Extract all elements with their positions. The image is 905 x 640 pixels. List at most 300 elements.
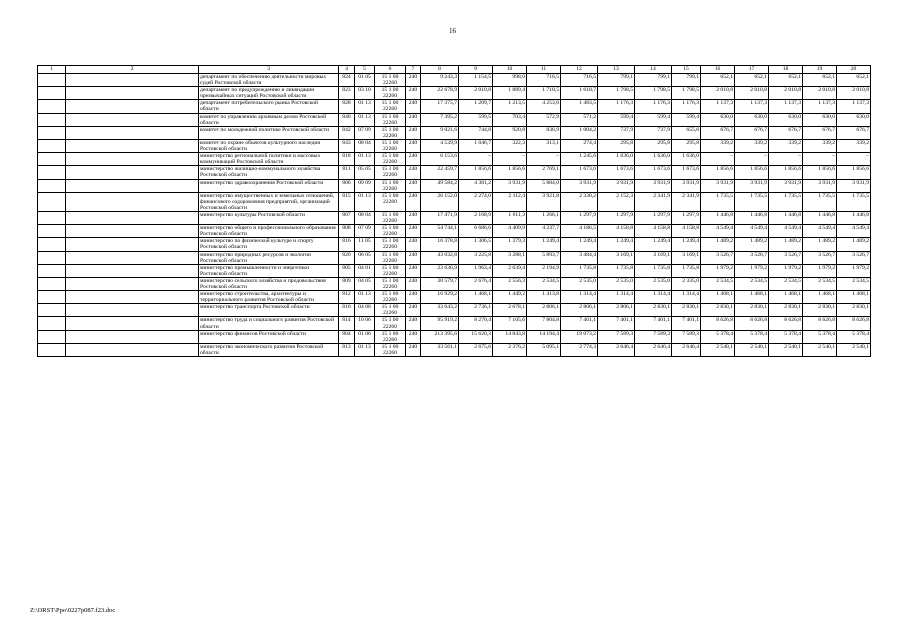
cell-amount: 2 341,9 xyxy=(672,192,701,211)
cell-ministry-code: 813 xyxy=(339,343,355,356)
cell-amount: 1 297,9 xyxy=(635,211,672,224)
cell-amount: 3 526,7 xyxy=(701,251,735,264)
cell-expense-type: 240 xyxy=(406,317,421,330)
cell-amount: 4 409,9 xyxy=(493,225,527,238)
cell-target-code: 15 1 00 22260 xyxy=(375,304,406,317)
cell-executor-name: министерство здравоохранения Ростовской области xyxy=(199,179,339,192)
cell-amount: 8 270,4 xyxy=(459,317,493,330)
table-row xyxy=(38,291,871,304)
cell-expense-type: 240 xyxy=(406,100,421,113)
table-row xyxy=(38,317,871,330)
cell-amount: 7 395,2 xyxy=(421,113,459,126)
cell-executor-name: министерство транспорта Ростовской области xyxy=(199,304,339,317)
cell-section-code: 04 05 xyxy=(355,277,375,290)
cell-amount: – xyxy=(837,153,871,166)
table-row xyxy=(38,113,871,126)
cell-amount: 676,7 xyxy=(769,126,803,139)
cell-amount: 1 446,8 xyxy=(701,211,735,224)
cell-target-code: 15 1 00 22260 xyxy=(375,166,406,179)
cell-expense-type: 240 xyxy=(406,291,421,304)
cell-amount: 7 401,1 xyxy=(561,317,598,330)
cell-amount: 6 153,6 xyxy=(421,153,459,166)
cell-col-1 xyxy=(38,192,66,211)
column-number-header: 16 xyxy=(701,66,735,74)
cell-amount: 599,4 xyxy=(672,113,701,126)
header-row xyxy=(38,66,871,74)
cell-amount: 572,9 xyxy=(527,113,561,126)
cell-amount: 8 626,8 xyxy=(803,317,837,330)
cell-amount: 652,1 xyxy=(769,74,803,87)
cell-amount: 1 413,8 xyxy=(527,291,561,304)
cell-section-code: 07 09 xyxy=(355,225,375,238)
cell-amount: 22 459,7 xyxy=(421,166,459,179)
cell-amount: 1 137,3 xyxy=(701,100,735,113)
cell-col-1 xyxy=(38,74,66,87)
cell-amount: 1 468,1 xyxy=(701,291,735,304)
cell-amount: 599,5 xyxy=(459,113,493,126)
cell-amount: 737,9 xyxy=(598,126,635,139)
cell-amount: 1 306,5 xyxy=(459,238,493,251)
column-number-header: 18 xyxy=(769,66,803,74)
cell-amount: 9 243,3 xyxy=(421,74,459,87)
cell-amount: 3 921,8 xyxy=(527,192,561,211)
cell-section-code: 10 06 xyxy=(355,317,375,330)
cell-amount: 630,0 xyxy=(803,113,837,126)
cell-amount: 15 620,3 xyxy=(459,330,493,343)
cell-col-2 xyxy=(66,238,199,251)
cell-amount: 2 540,1 xyxy=(837,343,871,356)
column-number-header: 17 xyxy=(735,66,769,74)
cell-amount: 716,5 xyxy=(561,74,598,87)
cell-amount: 1 449,2 xyxy=(493,291,527,304)
column-number-header: 14 xyxy=(635,66,672,74)
cell-amount: 1 446,8 xyxy=(769,211,803,224)
cell-ministry-code: 808 xyxy=(339,225,355,238)
cell-amount: 4 549,4 xyxy=(769,225,803,238)
cell-amount: 2 540,1 xyxy=(803,343,837,356)
table-row xyxy=(38,277,871,290)
cell-col-2 xyxy=(66,291,199,304)
cell-amount: – xyxy=(803,153,837,166)
cell-amount: 339,2 xyxy=(803,139,837,152)
cell-amount: 1 137,3 xyxy=(769,100,803,113)
cell-amount: 3 931,9 xyxy=(672,179,701,192)
cell-amount: 30 579,7 xyxy=(421,277,459,290)
cell-amount: – xyxy=(735,153,769,166)
cell-amount: 2 010,8 xyxy=(769,87,803,100)
cell-amount: 1 856,6 xyxy=(735,166,769,179)
cell-amount: 2 341,9 xyxy=(635,192,672,211)
column-number-header: 11 xyxy=(527,66,561,74)
cell-amount: 5 378,4 xyxy=(701,330,735,343)
cell-amount: 2 646,4 xyxy=(672,343,701,356)
cell-amount: 676,7 xyxy=(735,126,769,139)
cell-target-code: 15 1 00 22260 xyxy=(375,264,406,277)
cell-executor-name: министерство общего и профессионального образования Ростовской области xyxy=(199,225,339,238)
cell-amount: 2 534,5 xyxy=(837,277,871,290)
cell-amount: 652,1 xyxy=(735,74,769,87)
cell-amount: 1 963,4 xyxy=(459,264,493,277)
cell-executor-name: департамент по предупреждению и ликвидации чрезвычайных ситуаций Ростовской области xyxy=(199,87,339,100)
cell-col-2 xyxy=(66,166,199,179)
cell-amount: 3 225,8 xyxy=(459,251,493,264)
cell-col-1 xyxy=(38,304,66,317)
cell-amount: 630,0 xyxy=(769,113,803,126)
cell-amount: 4 549,4 xyxy=(837,225,871,238)
cell-col-1 xyxy=(38,166,66,179)
cell-executor-name: департамент потребительского рынка Ростовской области xyxy=(199,100,339,113)
cell-amount: 274,4 xyxy=(561,139,598,152)
cell-target-code: 15 1 00 22260 xyxy=(375,291,406,304)
cell-executor-name: комитет по охране объектов культурного наследия Ростовской области xyxy=(199,139,339,152)
cell-amount: 2 535,0 xyxy=(598,277,635,290)
cell-amount: 3 526,7 xyxy=(735,251,769,264)
cell-amount: 2 540,1 xyxy=(735,343,769,356)
cell-ministry-code: 805 xyxy=(339,264,355,277)
cell-executor-name: министерство жилищно-коммунального хозяйства Ростовской области xyxy=(199,166,339,179)
cell-section-code: 01 13 xyxy=(355,153,375,166)
cell-ministry-code: 814 xyxy=(339,317,355,330)
cell-amount: 4 158,8 xyxy=(598,225,635,238)
cell-section-code: 07 09 xyxy=(355,126,375,139)
cell-amount: 1 446,8 xyxy=(735,211,769,224)
cell-target-code: 15 1 00 22260 xyxy=(375,113,406,126)
cell-ministry-code: 815 xyxy=(339,192,355,211)
cell-expense-type: 240 xyxy=(406,238,421,251)
cell-amount: 95 919,2 xyxy=(421,317,459,330)
cell-col-1 xyxy=(38,87,66,100)
column-number-header: 7 xyxy=(406,66,421,74)
table-row xyxy=(38,251,871,264)
cell-amount: 599,4 xyxy=(635,113,672,126)
cell-amount: 4 549,4 xyxy=(735,225,769,238)
cell-col-2 xyxy=(66,179,199,192)
cell-executor-name: министерство строительства, архитектуры и территориального развития Ростовской области xyxy=(199,291,339,304)
cell-amount: 1 798,5 xyxy=(635,87,672,100)
cell-amount: 655,6 xyxy=(672,126,701,139)
cell-target-code: 15 1 00 22260 xyxy=(375,225,406,238)
cell-amount: 1 176,3 xyxy=(635,100,672,113)
cell-amount: – xyxy=(459,153,493,166)
cell-section-code: 01 13 xyxy=(355,192,375,211)
cell-amount: 1 249,4 xyxy=(635,238,672,251)
cell-target-code: 15 1 00 22260 xyxy=(375,100,406,113)
cell-amount: 2 376,2 xyxy=(493,343,527,356)
cell-section-code: 09 09 xyxy=(355,179,375,192)
cell-col-2 xyxy=(66,251,199,264)
cell-amount: 1 314,4 xyxy=(561,291,598,304)
cell-expense-type: 240 xyxy=(406,126,421,139)
cell-amount: 1 489,2 xyxy=(769,238,803,251)
cell-amount: 1 266,1 xyxy=(527,211,561,224)
cell-amount: 1 611,3 xyxy=(493,211,527,224)
cell-col-2 xyxy=(66,113,199,126)
cell-amount: 1 137,3 xyxy=(803,100,837,113)
cell-amount: 2 556,3 xyxy=(493,277,527,290)
column-number-header: 6 xyxy=(375,66,406,74)
cell-amount: 2 646,4 xyxy=(598,343,635,356)
table-row xyxy=(38,264,871,277)
cell-ministry-code: 828 xyxy=(339,100,355,113)
cell-amount: 2 806,1 xyxy=(598,304,635,317)
cell-amount: 3 526,7 xyxy=(837,251,871,264)
cell-ministry-code: 820 xyxy=(339,251,355,264)
cell-amount: 295,8 xyxy=(672,139,701,152)
cell-target-code: 15 1 00 22260 xyxy=(375,343,406,356)
table-row xyxy=(38,74,871,87)
cell-amount: 9 021,6 xyxy=(421,126,459,139)
cell-amount: 3 931,9 xyxy=(837,179,871,192)
cell-amount: 1 483,5 xyxy=(561,100,598,113)
cell-amount: – xyxy=(701,153,735,166)
cell-amount: 1 735,5 xyxy=(735,192,769,211)
table-row xyxy=(38,225,871,238)
cell-amount: 836,9 xyxy=(527,126,561,139)
cell-amount: 1 735,5 xyxy=(769,192,803,211)
column-number-header: 12 xyxy=(561,66,598,74)
cell-amount: 22 678,9 xyxy=(421,87,459,100)
cell-ministry-code: 807 xyxy=(339,211,355,224)
cell-amount: 1 245,6 xyxy=(561,153,598,166)
cell-amount: 1 468,1 xyxy=(459,291,493,304)
cell-col-2 xyxy=(66,225,199,238)
cell-amount: 17 471,9 xyxy=(421,211,459,224)
cell-amount: 1 213,5 xyxy=(493,100,527,113)
cell-amount: 7 589,3 xyxy=(672,330,701,343)
column-number-header: 10 xyxy=(493,66,527,74)
cell-amount: 8 626,8 xyxy=(701,317,735,330)
cell-amount: 1 468,1 xyxy=(837,291,871,304)
cell-amount: 1 046,7 xyxy=(459,139,493,152)
cell-amount: 4 186,5 xyxy=(561,225,598,238)
column-number-header: 4 xyxy=(339,66,355,74)
cell-amount: 2 646,4 xyxy=(635,343,672,356)
cell-expense-type: 240 xyxy=(406,113,421,126)
cell-amount: 2 830,1 xyxy=(803,304,837,317)
cell-target-code: 15 1 00 22260 xyxy=(375,251,406,264)
cell-executor-name: министерство труда и социального развития Ростовской области xyxy=(199,317,339,330)
cell-executor-name: министерство промышленности и энергетики Ростовской области xyxy=(199,264,339,277)
table-row xyxy=(38,211,871,224)
cell-amount: 7 401,1 xyxy=(672,317,701,330)
page-number: 16 xyxy=(449,27,456,35)
cell-executor-name: министерство финансов Ростовской области xyxy=(199,330,339,343)
cell-executor-name: комитет по управлению архивным делом Ростовской области xyxy=(199,113,339,126)
cell-col-1 xyxy=(38,139,66,152)
cell-amount: 3 484,4 xyxy=(561,251,598,264)
cell-col-2 xyxy=(66,139,199,152)
cell-amount: 2 806,1 xyxy=(561,304,598,317)
cell-amount: 2 274,0 xyxy=(459,192,493,211)
cell-amount: 1 979,2 xyxy=(803,264,837,277)
cell-col-2 xyxy=(66,211,199,224)
cell-amount: 2 534,5 xyxy=(527,277,561,290)
cell-amount: 49 584,2 xyxy=(421,179,459,192)
cell-amount: 7 401,1 xyxy=(635,317,672,330)
cell-col-2 xyxy=(66,87,199,100)
cell-amount: 676,7 xyxy=(701,126,735,139)
cell-expense-type: 240 xyxy=(406,330,421,343)
cell-amount: 313,1 xyxy=(527,139,561,152)
cell-amount: 2 534,5 xyxy=(769,277,803,290)
cell-amount: 1 673,6 xyxy=(598,166,635,179)
cell-section-code: 08 04 xyxy=(355,139,375,152)
cell-amount: 33 561,1 xyxy=(421,343,459,356)
cell-amount: 8 626,8 xyxy=(769,317,803,330)
cell-amount: 3 931,9 xyxy=(598,179,635,192)
cell-amount: – xyxy=(493,153,527,166)
cell-col-1 xyxy=(38,277,66,290)
table-row xyxy=(38,87,871,100)
cell-col-2 xyxy=(66,264,199,277)
cell-section-code: 01 05 xyxy=(355,74,375,87)
cell-amount: 3 931,9 xyxy=(635,179,672,192)
cell-amount: 7 589,3 xyxy=(598,330,635,343)
column-number-header: 1 xyxy=(38,66,66,74)
cell-amount: 16 378,8 xyxy=(421,238,459,251)
cell-amount: 652,1 xyxy=(803,74,837,87)
column-number-header: 9 xyxy=(459,66,493,74)
cell-amount: 26 152,0 xyxy=(421,192,459,211)
cell-executor-name: департамент по обеспечению деятельности мировых судей Ростовской области xyxy=(199,74,339,87)
cell-amount: 744,8 xyxy=(459,126,493,139)
cell-amount: 8 626,8 xyxy=(735,317,769,330)
cell-amount: 1 673,6 xyxy=(635,166,672,179)
cell-amount: 799,1 xyxy=(635,74,672,87)
cell-col-2 xyxy=(66,317,199,330)
cell-amount: 3 169,1 xyxy=(672,251,701,264)
cell-amount: 1 979,2 xyxy=(769,264,803,277)
cell-amount: 1 249,4 xyxy=(672,238,701,251)
cell-amount: 1 735,8 xyxy=(561,264,598,277)
column-number-header: 2 xyxy=(66,66,199,74)
cell-amount: 4 237,7 xyxy=(527,225,561,238)
cell-executor-name: министерство по физической культуре и спорту Ростовской области xyxy=(199,238,339,251)
cell-amount: 33 643,2 xyxy=(421,304,459,317)
cell-amount: 2 676,4 xyxy=(459,277,493,290)
cell-ministry-code: 818 xyxy=(339,153,355,166)
cell-amount: 4 549,4 xyxy=(803,225,837,238)
cell-amount: 1 856,6 xyxy=(459,166,493,179)
cell-amount: 1 137,3 xyxy=(837,100,871,113)
cell-amount: 737,9 xyxy=(635,126,672,139)
cell-amount: 2 830,1 xyxy=(837,304,871,317)
cell-amount: 2 010,8 xyxy=(459,87,493,100)
cell-amount: 630,0 xyxy=(735,113,769,126)
cell-amount: 322,3 xyxy=(493,139,527,152)
cell-amount: 8 626,8 xyxy=(837,317,871,330)
cell-executor-name: комитет по молодежной политике Ростовской области xyxy=(199,126,339,139)
cell-amount: 1 673,6 xyxy=(672,166,701,179)
cell-target-code: 15 1 00 22260 xyxy=(375,317,406,330)
cell-amount: 652,1 xyxy=(701,74,735,87)
cell-amount: 920,8 xyxy=(493,126,527,139)
cell-ministry-code: 809 xyxy=(339,277,355,290)
table-row xyxy=(38,238,871,251)
cell-amount: 2 330,2 xyxy=(561,192,598,211)
cell-amount: 1 856,6 xyxy=(803,166,837,179)
table-row xyxy=(38,153,871,166)
cell-amount: 1 798,5 xyxy=(598,87,635,100)
cell-amount: 3 169,1 xyxy=(598,251,635,264)
cell-amount: 295,8 xyxy=(598,139,635,152)
cell-amount: 2 010,8 xyxy=(735,87,769,100)
cell-expense-type: 240 xyxy=(406,139,421,152)
cell-amount: 5 378,4 xyxy=(769,330,803,343)
cell-amount: 3 931,9 xyxy=(803,179,837,192)
cell-amount: 3 288,1 xyxy=(493,251,527,264)
column-number-header: 20 xyxy=(837,66,871,74)
cell-col-1 xyxy=(38,113,66,126)
cell-amount: 1 468,1 xyxy=(803,291,837,304)
cell-col-1 xyxy=(38,153,66,166)
cell-col-2 xyxy=(66,126,199,139)
cell-amount: 1 489,2 xyxy=(735,238,769,251)
cell-amount: 2 540,1 xyxy=(701,343,735,356)
column-number-header: 15 xyxy=(672,66,701,74)
cell-amount: 339,2 xyxy=(701,139,735,152)
cell-amount: 5 095,1 xyxy=(527,343,561,356)
cell-amount: 14 194,4 xyxy=(527,330,561,343)
cell-col-1 xyxy=(38,179,66,192)
cell-amount: 4 539,9 xyxy=(421,139,459,152)
cell-amount: 19 073,2 xyxy=(561,330,598,343)
cell-amount: 716,5 xyxy=(527,74,561,87)
cell-amount: 2 535,0 xyxy=(561,277,598,290)
cell-amount: 2 534,5 xyxy=(735,277,769,290)
cell-amount: 5 893,7 xyxy=(527,251,561,264)
cell-amount: 676,7 xyxy=(803,126,837,139)
cell-amount: 1 297,9 xyxy=(598,211,635,224)
cell-amount: 1 314,4 xyxy=(635,291,672,304)
cell-amount: 4 253,6 xyxy=(527,100,561,113)
cell-amount: 1 209,7 xyxy=(459,100,493,113)
cell-executor-name: министерство сельского хозяйства и продовольствия Ростовской области xyxy=(199,277,339,290)
cell-amount: 599,4 xyxy=(598,113,635,126)
cell-amount: 5 884,0 xyxy=(527,179,561,192)
cell-amount: 2 335,0 xyxy=(672,277,701,290)
cell-amount: 1 314,4 xyxy=(672,291,701,304)
cell-amount: 54 744,1 xyxy=(421,225,459,238)
cell-amount: 4 158,8 xyxy=(672,225,701,238)
cell-target-code: 15 1 00 22260 xyxy=(375,192,406,211)
cell-section-code: 01 13 xyxy=(355,291,375,304)
cell-ministry-code: 811 xyxy=(339,166,355,179)
cell-target-code: 15 1 00 22260 xyxy=(375,179,406,192)
cell-col-2 xyxy=(66,277,199,290)
cell-amount: 2 112,4 xyxy=(493,192,527,211)
cell-amount: 2 830,1 xyxy=(769,304,803,317)
cell-amount: 43 032,8 xyxy=(421,251,459,264)
cell-target-code: 15 1 00 22260 xyxy=(375,211,406,224)
cell-amount: 799,1 xyxy=(672,74,701,87)
table-row xyxy=(38,139,871,152)
cell-amount: 1 489,2 xyxy=(803,238,837,251)
table-row xyxy=(38,166,871,179)
cell-target-code: 15 1 00 22260 xyxy=(375,277,406,290)
table-body xyxy=(38,74,871,357)
table-row xyxy=(38,179,871,192)
cell-amount: 2 639,4 xyxy=(493,264,527,277)
cell-amount: 1 636,0 xyxy=(635,153,672,166)
cell-expense-type: 240 xyxy=(406,343,421,356)
cell-col-1 xyxy=(38,225,66,238)
cell-amount: 14 843,8 xyxy=(493,330,527,343)
cell-amount: 1 249,4 xyxy=(561,238,598,251)
cell-amount: 1 735,5 xyxy=(701,192,735,211)
cell-amount: 1 297,9 xyxy=(561,211,598,224)
cell-amount: 1 468,1 xyxy=(769,291,803,304)
